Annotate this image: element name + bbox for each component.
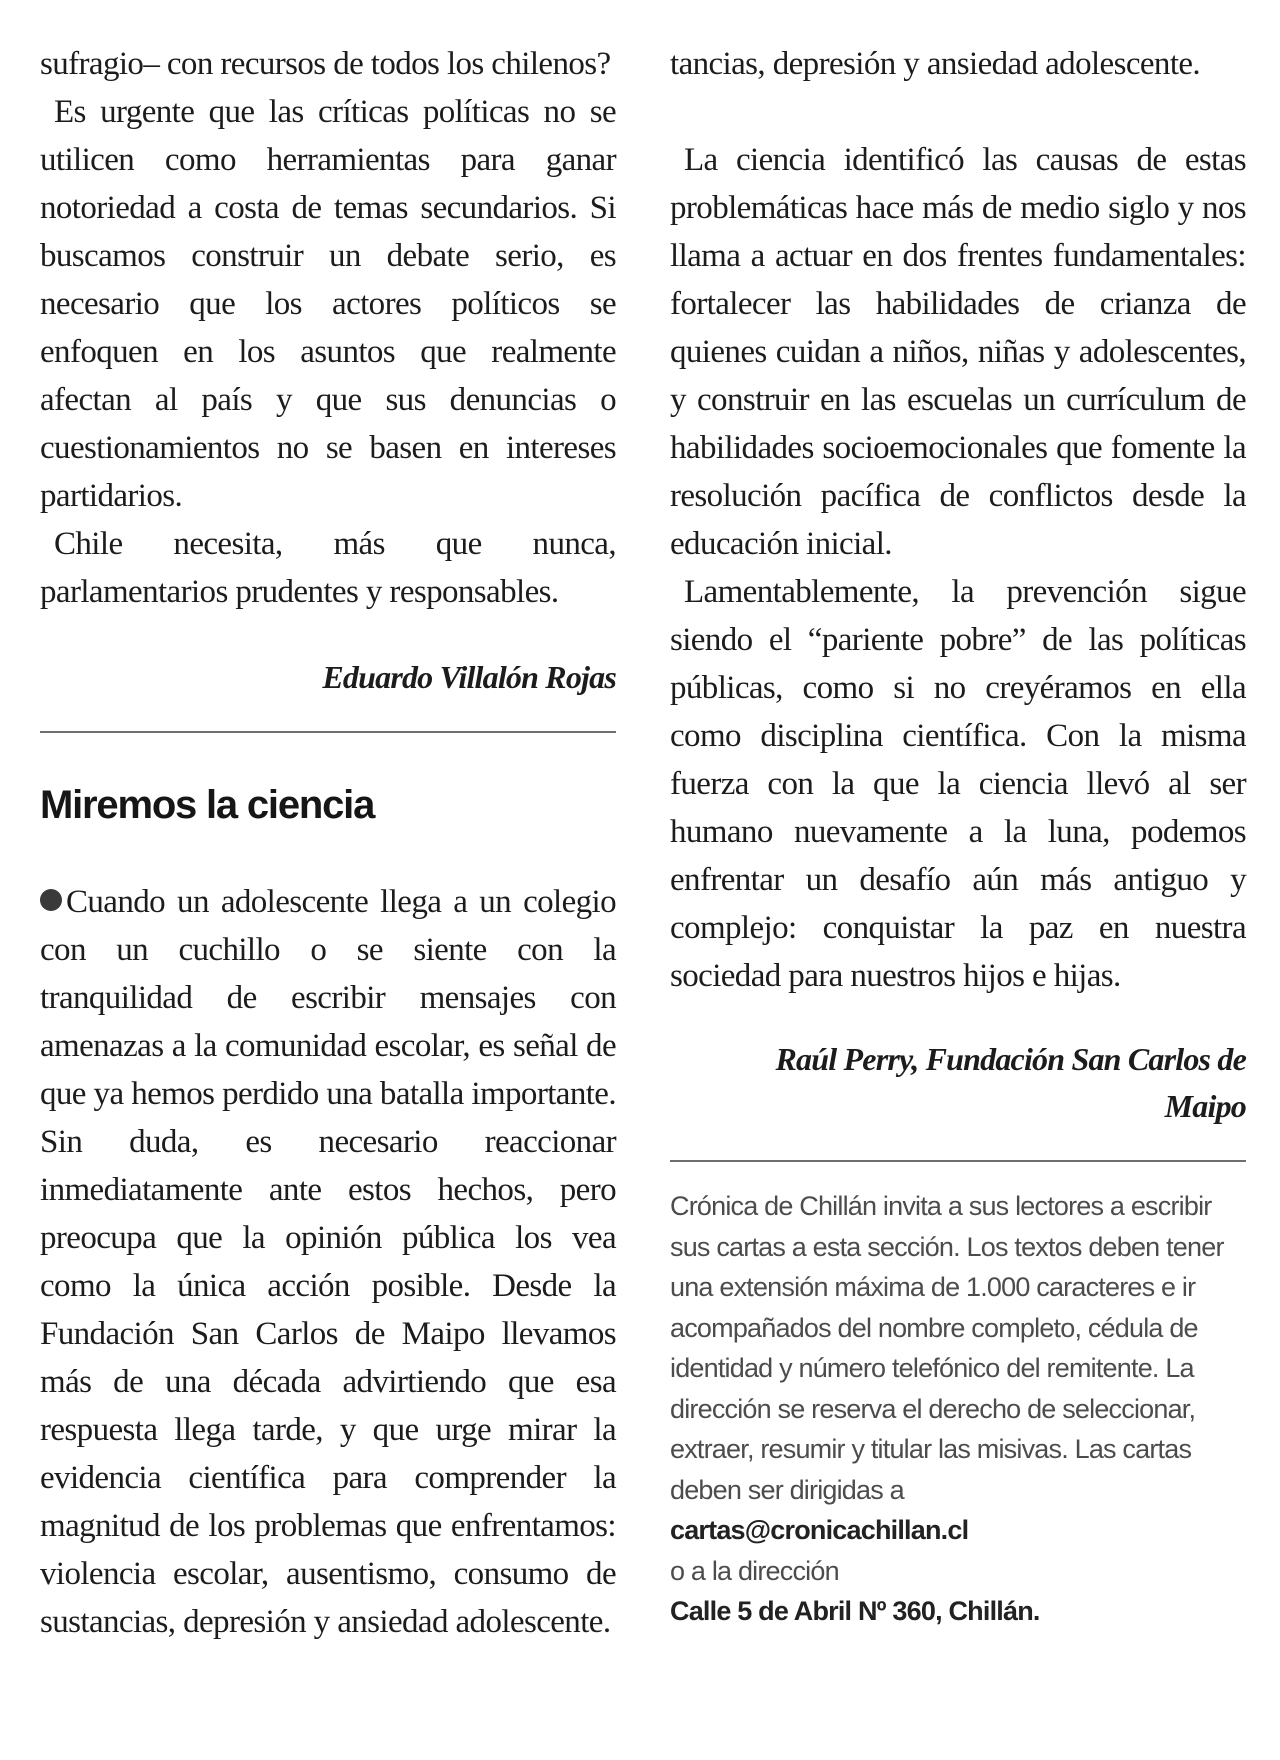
notice-address (670, 1591, 1246, 1632)
letter-signature: Raúl Perry, Fundación San Carlos de Maipo (775, 1041, 1246, 1124)
divider (670, 1160, 1246, 1162)
notice-or-address: o a la dirección (670, 1555, 839, 1586)
contact-email: cartas@cronicachillan.cl (670, 1515, 969, 1545)
notice-text: Crónica de Chillán invita a sus lectores a escribir sus cartas a esta sección. Los textos deben tener una extensión máxima de 1.000 caracteres e ir acompañados del nombre completo, cédula de identidad y número telefónico del remitente. La dirección se reserva el derecho de seleccionar, extraer, resumir y titular las misivas. Las cartas deben ser dirigidas a (670, 1191, 1224, 1505)
letter-title: Miremos la ciencia (40, 783, 375, 827)
letter-paragraph-continued: tancias, depresión y ansiedad adolescente. (670, 46, 1201, 82)
prev-letter-paragraph: Es urgente que las críticas políticas no se utilicen como herramientas para ganar notoriedad a costa de temas secundarios. Si buscamos construir un debate serio, es necesario que los actores políticos se enfoquen en los asuntos que realmente afectan al país y que sus denuncias o cuestionamientos no se basen en intereses partidarios. (40, 94, 616, 514)
submission-notice (670, 1186, 1246, 1632)
letter-paragraph-1-text: Cuando un adolescente llega a un colegio con un cuchillo o se siente con la tranquilidad de escribir mensajes con amenazas a la comunidad escolar, es señal de que ya hemos perdido una batalla importante. Sin duda, es necesario reaccionar inmediatamente ante estos hechos, pero preocupa que la opinión pública los vea como la única acción posible. Desde la Fundación San Carlos de Maipo llevamos más de una década advirtiendo que esa respuesta llega tarde, y que urge mirar la evidencia científica para comprender la magnitud de los problemas que enfrentamos: violencia escolar, ausentismo, consumo de sustancias, depresión y ansiedad adolescente. (40, 884, 616, 1640)
letter-paragraph-2: La ciencia identificó las causas de estas problemáticas hace más de medio siglo y nos llama a actuar en dos frentes fundamentales: fortalecer las habilidades de crianza de quienes cuidan a niños, niñas y adolescentes, y construir en las escuelas un currículum de habilidades socioemocionales que fomente la resolución pacífica de conflictos desde la educación inicial. (670, 142, 1246, 562)
letter-paragraph-1 (40, 878, 616, 1646)
prev-letter-paragraph: sufragio– con recursos de todos los chilenos? (40, 46, 611, 82)
prev-letter-paragraph: Chile necesita, más que nunca, parlamentarios prudentes y responsables. (40, 526, 616, 610)
letter-paragraph-3: Lamentablemente, la prevención sigue siendo el “pariente pobre” de las políticas públicas, como si no creyéramos en ella como disciplina científica. Con la misma fuerza con la que la ciencia llevó al ser humano nuevamente a la luna, podemos enfrentar un desafío aún más antiguo y complejo: conquistar la paz en nuestra sociedad para nuestros hijos e hijas. (670, 574, 1246, 994)
divider (40, 731, 616, 733)
right-column-body (670, 136, 1246, 1632)
notice-email (670, 1510, 1246, 1551)
right-column (670, 40, 1246, 88)
left-column (40, 40, 616, 1646)
bullet-icon (40, 889, 62, 911)
postal-address: Calle 5 de Abril Nº 360, Chillán. (670, 1596, 1040, 1626)
prev-letter-signature: Eduardo Villalón Rojas (322, 659, 616, 695)
